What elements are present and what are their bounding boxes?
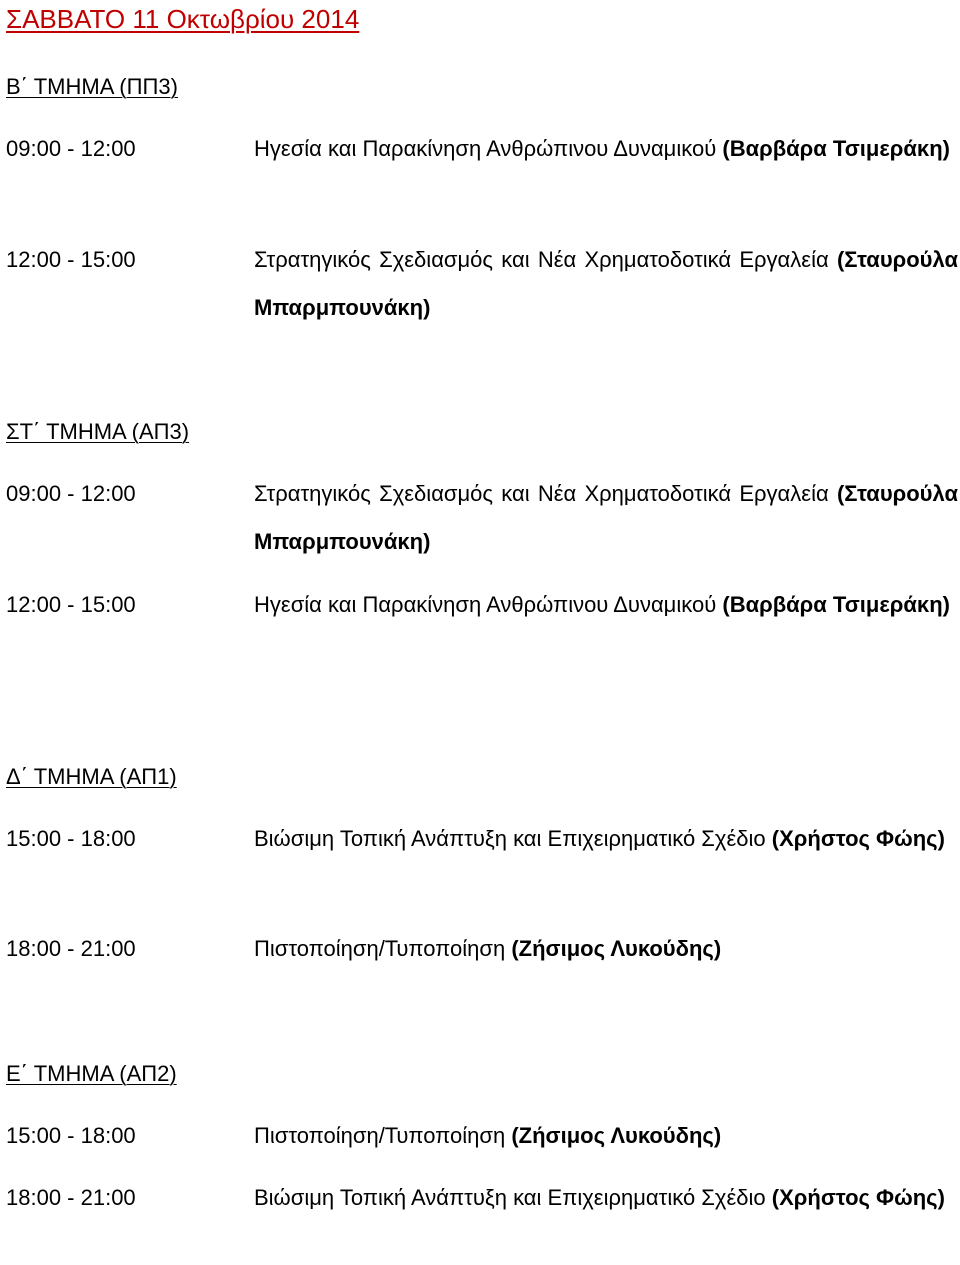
teacher-name: (Χρήστος Φώης)	[771, 1185, 945, 1210]
course-entry	[254, 925, 958, 973]
course-entry	[254, 815, 958, 863]
course-entry	[254, 581, 958, 629]
course-name: Πιστοποίηση/Τυποποίηση	[254, 936, 506, 961]
course-name: Στρατηγικός Σχεδιασμός και Νέα Χρηματοδοτικά Εργαλεία	[254, 247, 829, 272]
section-heading: Δ΄ ΤΜΗΜΑ (ΑΠ1)	[6, 764, 177, 789]
time-slot: 15:00 - 18:00	[6, 1123, 136, 1148]
teacher-name: (Σταυρούλα Μπαρμπουνάκη)	[254, 481, 958, 554]
course-entry	[254, 1174, 958, 1222]
time-slot: 12:00 - 15:00	[6, 592, 136, 617]
time-slot: 18:00 - 21:00	[6, 1185, 136, 1210]
time-slot: 12:00 - 15:00	[6, 247, 136, 272]
page-title: ΣΑΒΒΑΤΟ 11 Οκτωβρίου 2014	[6, 4, 360, 34]
course-entry	[254, 236, 958, 332]
section-heading: ΣΤ΄ ΤΜΗΜΑ (ΑΠ3)	[6, 419, 190, 444]
course-entry	[254, 125, 958, 173]
course-name: Βιώσιμη Τοπική Ανάπτυξη και Επιχειρηματικό Σχέδιο	[254, 826, 766, 851]
time-slot: 18:00 - 21:00	[6, 936, 136, 961]
teacher-name: (Σταυρούλα Μπαρμπουνάκη)	[254, 247, 958, 320]
course-entry	[254, 1112, 958, 1160]
time-slot: 09:00 - 12:00	[6, 136, 136, 161]
teacher-name: (Χρήστος Φώης)	[771, 826, 945, 851]
course-name: Ηγεσία και Παρακίνηση Ανθρώπινου Δυναμικού	[254, 592, 717, 617]
course-name: Στρατηγικός Σχεδιασμός και Νέα Χρηματοδοτικά Εργαλεία	[254, 481, 829, 506]
course-name: Ηγεσία και Παρακίνηση Ανθρώπινου Δυναμικού	[254, 136, 717, 161]
section-heading: Ε΄ ΤΜΗΜΑ (ΑΠ2)	[6, 1061, 177, 1086]
course-name: Βιώσιμη Τοπική Ανάπτυξη και Επιχειρηματικό Σχέδιο	[254, 1185, 766, 1210]
time-slot: 09:00 - 12:00	[6, 481, 136, 506]
time-slot: 15:00 - 18:00	[6, 826, 136, 851]
teacher-name: (Ζήσιμος Λυκούδης)	[511, 936, 722, 961]
teacher-name: (Ζήσιμος Λυκούδης)	[511, 1123, 722, 1148]
section-heading: Β΄ ΤΜΗΜΑ (ΠΠ3)	[6, 74, 178, 99]
course-entry	[254, 470, 958, 566]
course-name: Πιστοποίηση/Τυποποίηση	[254, 1123, 506, 1148]
teacher-name: (Βαρβάρα Τσιμεράκη)	[722, 136, 950, 161]
teacher-name: (Βαρβάρα Τσιμεράκη)	[722, 592, 950, 617]
